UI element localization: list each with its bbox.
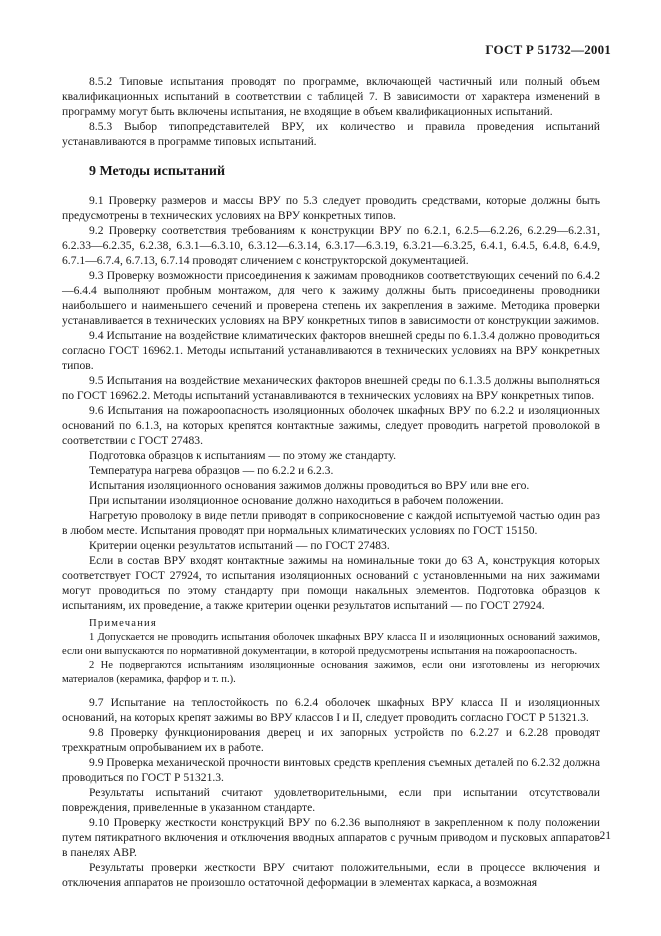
paragraph-9-2: 9.2 Проверку соответствия требованиям к конструкции ВРУ по 6.2.1, 6.2.5—6.2.26, 6.2.29—6.2.31, 6.2.33—6.2.35, 6.2.38, 6.3.1—6.3.10, 6.3.12—6.3.14, 6.3.17—6.3.19, 6.3.21—6.3.25, 6.4.1, 6.4.5, 6.4.8, 6.4.9, 6.7.1—6.7.4, 6.7.13, 6.7.14 проводят сличением с конструкторской документацией. xyxy=(62,224,600,267)
page-number: 21 xyxy=(599,830,611,842)
paragraph: При испытании изоляционное основание должно находиться в рабочем положении. xyxy=(89,494,504,507)
paragraph-9-8: 9.8 Проверку функционирования дверец и их запорных устройств по 6.2.27 и 6.2.28 проводят трехкратным опробыванием их в работе. xyxy=(62,726,600,754)
paragraph: Испытания изоляционного основания зажимов должны проводиться во ВРУ или вне его. xyxy=(89,479,530,492)
standard-number: ГОСТ Р 51732—2001 xyxy=(485,42,611,57)
notes-title: Примечания xyxy=(89,618,157,629)
paragraph-9-7: 9.7 Испытание на теплостойкость по 6.2.4 оболочек шкафных ВРУ класса II и изоляционных оснований, на которых крепят зажимы во ВРУ классов I и II, следует проводить согласно ГОСТ Р 51321.3. xyxy=(62,696,600,724)
paragraph-9-3: 9.3 Проверку возможности присоединения к зажимам проводников соответствующих сечений по 6.4.2—6.4.4 выполняют пробным монтажом, для чего к зажиму должны быть присоединены проводники наибольшего и наименьшего сечений и проверена степень их закрепления в зажиме. Методика проверки устанавливается в технических условиях на ВРУ конкретных типов в зависимости от конструкции зажимов. xyxy=(62,269,600,327)
paragraph: Подготовка образцов к испытаниям — по этому же стандарту. xyxy=(89,449,396,462)
paragraph: Результаты проверки жесткости ВРУ считают положительными, если в процессе включения и отключения аппаратов не произошло остаточной деформации в элементах каркаса, а возможная xyxy=(62,861,600,889)
paragraph-9-1: 9.1 Проверку размеров и массы ВРУ по 5.3 следует проводить средствами, которые должны быть предусмотрены в технических условиях на ВРУ конкретных типов. xyxy=(62,194,600,222)
section-heading: 9 Методы испытаний xyxy=(89,164,226,179)
paragraph: Критерии оценки результатов испытаний — по ГОСТ 27483. xyxy=(89,539,390,552)
paragraph-8-5-3: 8.5.3 Выбор типопредставителей ВРУ, их количество и правила проведения испытаний устанавливаются в программе типовых испытаний. xyxy=(62,120,600,148)
paragraph-8-5-2: 8.5.2 Типовые испытания проводят по программе, включающей частичный или полный объем квалификационных испытаний в соответствии с таблицей 7. В зависимости от характера изменений в программу могут быть включены испытания, не входящие в объем квалификационных испытаний. xyxy=(62,75,600,118)
paragraph: Результаты испытаний считают удовлетворительными, если при испытании отсутствовали повреждения, привеленные в указанном стандарте. xyxy=(62,786,600,814)
notes-block xyxy=(62,617,600,687)
paragraph: Температура нагрева образцов — по 6.2.2 и 6.2.3. xyxy=(89,464,334,477)
paragraph: Нагретую проволоку в виде петли приводят в соприкосновение с каждой испытуемой частью один раз в любом месте. Испытания проводят при нормальных климатических условиях по ГОСТ 15150. xyxy=(62,509,600,537)
paragraph-9-5: 9.5 Испытания на воздействие механических факторов внешней среды по 6.1.3.5 должны выполняться по ГОСТ 16962.2. Методы испытаний устанавливаются в технических условиях на ВРУ конкретных типов. xyxy=(62,374,600,402)
paragraph-9-6: 9.6 Испытания на пожароопасность изоляционных оболочек шкафных ВРУ по 6.2.2 и изоляционных оснований по 6.1.3, на которых крепятся контактные зажимы, следует проводить нагретой проволокой в соответствии с ГОСТ 27483. xyxy=(62,404,600,447)
note-item: 2 Не подвергаются испытаниям изоляционные основания зажимов, если они изготовлены из негорючих материалов (керамика, фарфор и т. п.). xyxy=(62,660,600,685)
note-item: 1 Допускается не проводить испытания оболочек шкафных ВРУ класса II и изоляционных оснований зажимов, если они выпускаются по нормативной документации, в которой предусмотрены испытания на пожароопасность. xyxy=(62,632,600,657)
paragraph-9-10: 9.10 Проверку жесткости конструкций ВРУ по 6.2.36 выполняют в закрепленном к полу положении путем пятикратного включения и отключения вводных аппаратов с ручным приводом и пусковых аппаратов в панелях АВР. xyxy=(62,816,600,859)
paragraph-9-9: 9.9 Проверка механической прочности винтовых средств крепления съемных деталей по 6.2.32 должна проводиться по ГОСТ Р 51321.3. xyxy=(62,756,600,784)
paragraph-9-4: 9.4 Испытание на воздействие климатических факторов внешней среды по 6.1.3.4 должно проводиться согласно ГОСТ 16962.1. Методы испытаний устанавливаются в технических условиях на ВРУ конкретных типов. xyxy=(62,329,600,372)
paragraph: Если в состав ВРУ входят контактные зажимы на номинальные токи до 63 А, конструкция которых соответствует ГОСТ 27924, то испытания изоляционных оснований с установленными на них зажимами могут проводиться по этому стандарту при помощи накальных элементов. Подготовка образцов к испытаниям, их проведение, а также критерии оценки результатов испытаний — по ГОСТ 27924. xyxy=(62,554,600,612)
page-body xyxy=(62,74,600,890)
